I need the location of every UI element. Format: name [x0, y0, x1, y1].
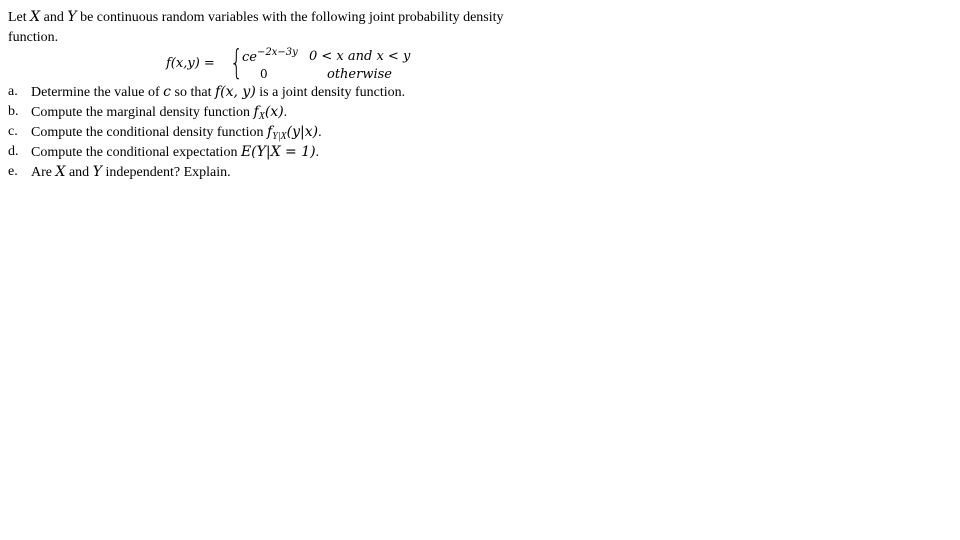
variable-x: X: [30, 9, 41, 25]
math: f: [253, 104, 259, 120]
case1-coefficient: ce: [242, 50, 257, 65]
math: (y|x): [286, 124, 319, 140]
part-marker: e.: [8, 164, 18, 179]
problem-intro: [8, 7, 548, 48]
math: Y: [92, 164, 102, 180]
case1-exponent: −2x−3y: [256, 47, 298, 58]
intro-text: be continuous random variables with the following joint probability density function.: [8, 10, 504, 45]
math: c: [163, 84, 172, 100]
text: Compute the conditional expectation: [31, 145, 241, 160]
text: Are: [31, 165, 56, 180]
math: X: [55, 164, 66, 180]
part-text: [31, 122, 322, 142]
subscript: Y|X: [272, 131, 287, 142]
joint-density-formula: [166, 43, 426, 84]
text: is a joint density function.: [255, 85, 406, 100]
part-text: [31, 162, 231, 182]
text: Compute the conditional density function: [31, 125, 268, 140]
text: so that: [171, 85, 215, 100]
text: Compute the marginal density function: [31, 105, 254, 120]
intro-text: and: [40, 10, 68, 25]
part-text: [31, 142, 319, 162]
question-parts: [8, 82, 405, 182]
formula-lhs: f(x,y) =: [166, 56, 215, 71]
part-marker: c.: [8, 124, 18, 139]
math: E(Y|X = 1): [240, 144, 316, 160]
variable-y: Y: [67, 9, 77, 25]
part-d: [8, 142, 405, 162]
part-text: [31, 102, 287, 122]
part-a: [8, 82, 405, 102]
part-marker: d.: [8, 144, 19, 159]
text: independent? Explain.: [101, 165, 231, 180]
text: .: [283, 105, 288, 120]
case2-condition: otherwise: [327, 67, 392, 82]
math: f: [267, 124, 273, 140]
part-marker: b.: [8, 104, 19, 119]
part-marker: a.: [8, 84, 18, 99]
part-e: [8, 162, 405, 182]
text: .: [318, 125, 322, 140]
cases-brace: {: [230, 43, 243, 83]
text: and: [65, 165, 93, 180]
part-c: [8, 122, 405, 142]
intro-text: Let: [8, 10, 31, 25]
text: Determine the value of: [31, 85, 164, 100]
math: (x): [264, 104, 284, 120]
case1-expression: [242, 47, 298, 65]
part-text: [31, 82, 405, 102]
case1-condition: 0 < x and x < y: [309, 49, 411, 64]
subscript: X: [258, 111, 265, 122]
part-b: [8, 102, 405, 122]
text: .: [315, 145, 320, 160]
math: f(x, y): [214, 84, 256, 100]
case2-value: 0: [260, 67, 268, 81]
